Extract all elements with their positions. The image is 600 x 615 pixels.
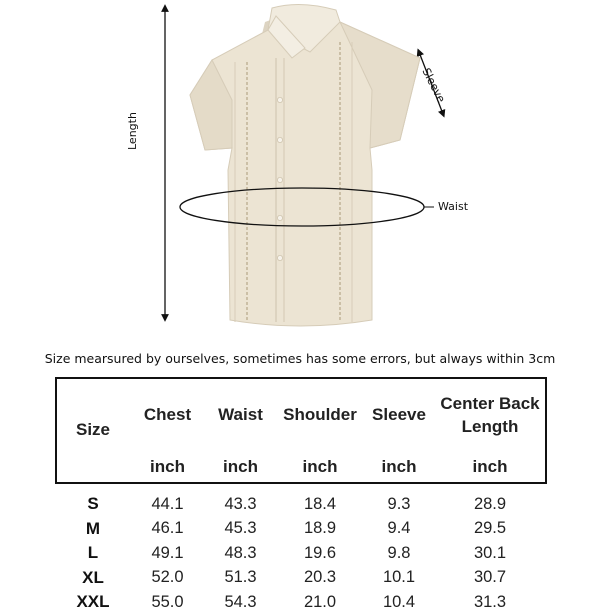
- size-table: [55, 377, 545, 615]
- value-cell: 49.1: [151, 543, 184, 562]
- table-row: [55, 492, 545, 517]
- size-cell: S: [87, 494, 99, 514]
- length-label: Length: [126, 112, 139, 150]
- column-header: Waist: [218, 404, 263, 424]
- size-cell: XL: [82, 567, 104, 587]
- unit-label: inch: [381, 457, 417, 476]
- table-header-row: [55, 377, 545, 452]
- value-cell: 51.3: [224, 568, 257, 587]
- column-header: Center Back Length: [440, 393, 540, 436]
- size-cell: L: [87, 543, 99, 563]
- value-cell: 9.3: [387, 494, 411, 513]
- size-caption: Size mearsured by ourselves, sometimes has some errors, but always within 3cm: [44, 351, 556, 366]
- value-cell: 20.3: [303, 568, 337, 587]
- table-row: [55, 517, 545, 542]
- waist-label: Waist: [438, 200, 469, 213]
- table-unit-row: [55, 452, 545, 482]
- value-cell: 31.3: [473, 592, 507, 611]
- value-cell: 21.0: [303, 592, 337, 611]
- value-cell: 30.1: [473, 543, 507, 562]
- size-header: Size: [75, 419, 111, 439]
- value-cell: 18.4: [303, 494, 337, 513]
- table-row: [55, 590, 545, 615]
- size-cell: XXL: [76, 592, 110, 612]
- value-cell: 30.7: [473, 568, 507, 587]
- value-cell: 19.6: [303, 543, 337, 562]
- column-header: Shoulder: [283, 404, 357, 424]
- size-cell: M: [85, 518, 101, 538]
- value-cell: 10.1: [382, 568, 416, 587]
- value-cell: 46.1: [151, 519, 184, 538]
- unit-label: inch: [223, 457, 258, 476]
- column-header: Chest: [143, 404, 192, 424]
- table-row: [55, 541, 545, 566]
- shirt-image: [190, 4, 420, 326]
- value-cell: 9.4: [387, 519, 411, 538]
- unit-label: inch: [472, 457, 508, 476]
- value-cell: 52.0: [151, 568, 184, 587]
- value-cell: 55.0: [151, 592, 184, 611]
- value-cell: 45.3: [224, 519, 257, 538]
- value-cell: 29.5: [473, 519, 507, 538]
- value-cell: 43.3: [224, 494, 257, 513]
- sleeve-label: Sleeve: [419, 66, 448, 105]
- value-cell: 9.8: [387, 543, 411, 562]
- unit-label: inch: [150, 457, 185, 476]
- table-row: [55, 566, 545, 591]
- value-cell: 54.3: [224, 592, 257, 611]
- value-cell: 48.3: [224, 543, 257, 562]
- unit-label: inch: [302, 457, 338, 476]
- column-header: Sleeve: [372, 404, 426, 424]
- value-cell: 28.9: [473, 494, 507, 513]
- value-cell: 44.1: [151, 494, 184, 513]
- value-cell: 18.9: [303, 519, 337, 538]
- value-cell: 10.4: [382, 592, 416, 611]
